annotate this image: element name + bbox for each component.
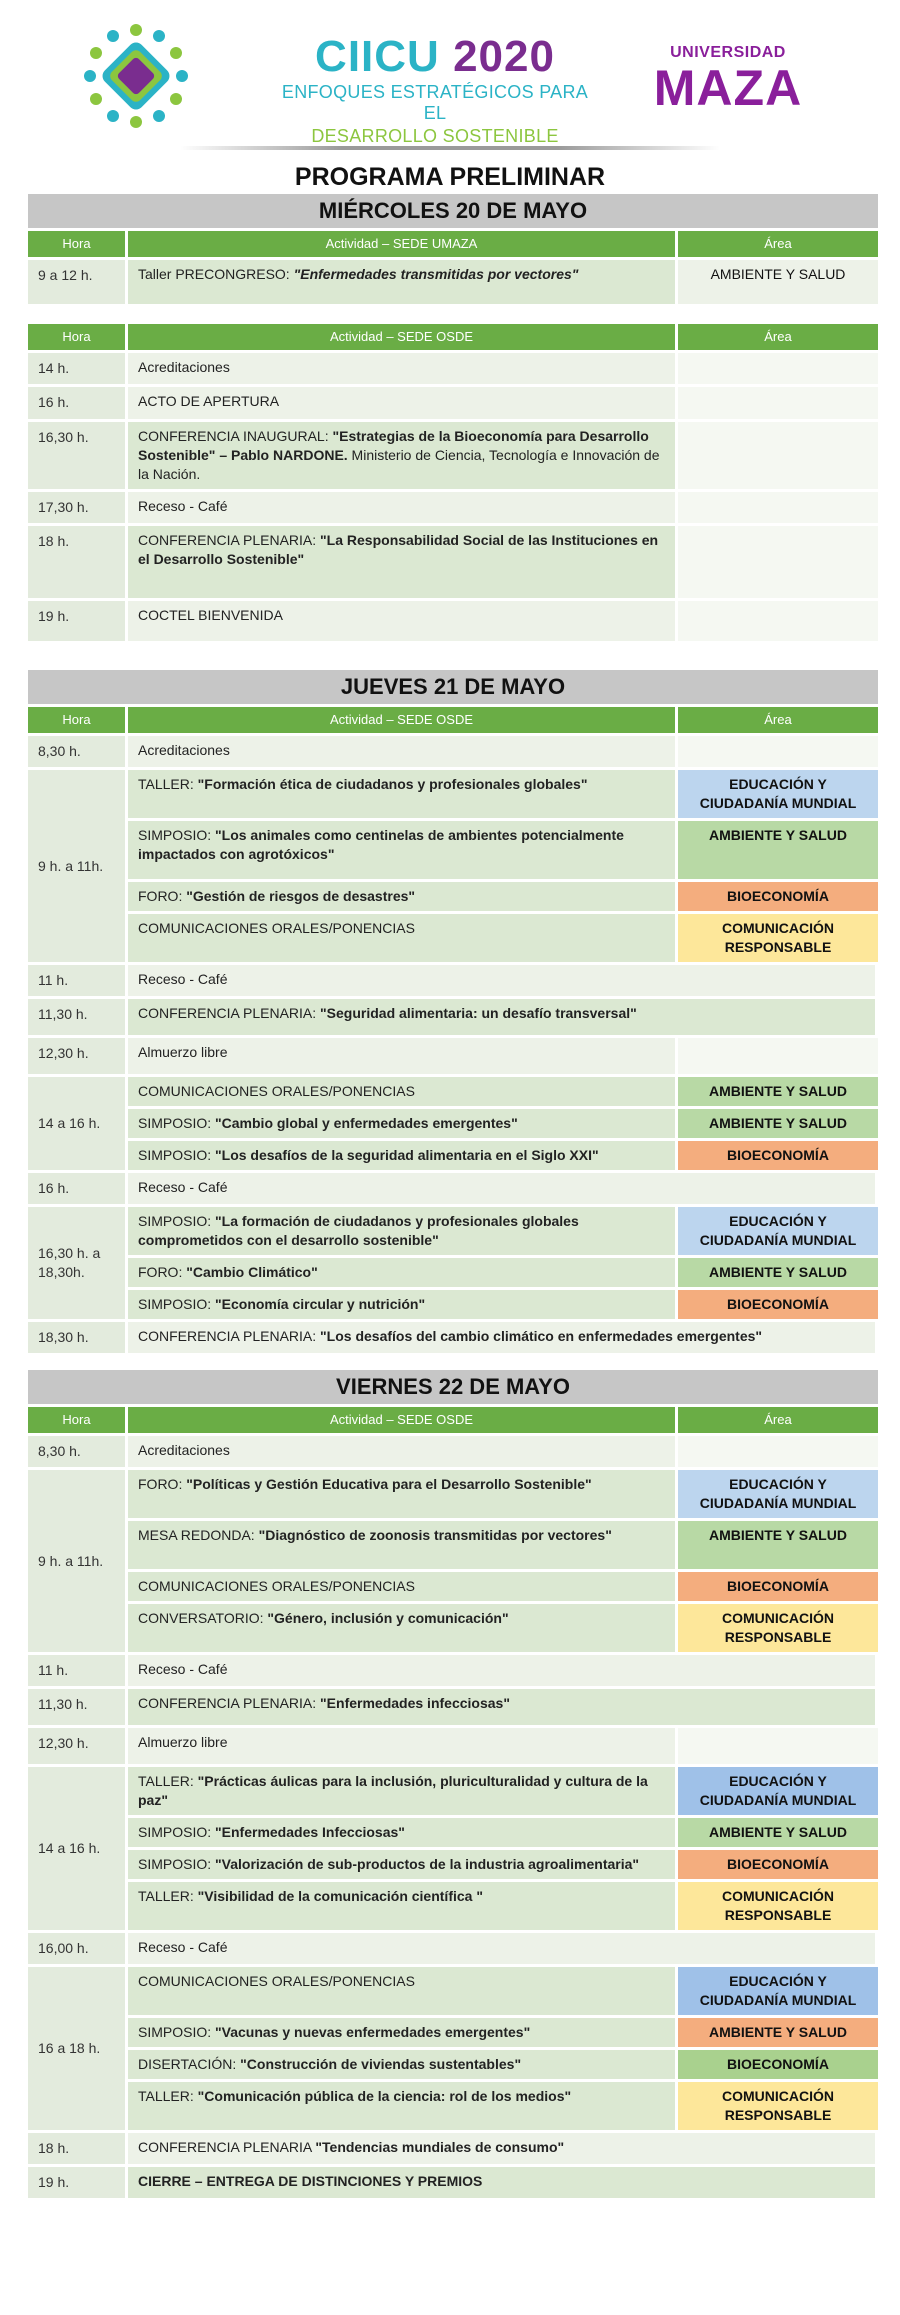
day-banner-friday: VIERNES 22 DE MAYO (28, 1370, 878, 1404)
table-row: SIMPOSIO: "Los desafíos de la seguridad alimentaria en el Siglo XXI" BIOECONOMÍA (28, 1141, 878, 1170)
area-badge: AMBIENTE Y SALUD (678, 1818, 878, 1847)
table-row: MESA REDONDA: "Diagnóstico de zoonosis transmitidas por vectores" AMBIENTE Y SALUD (28, 1521, 878, 1569)
table-header: Hora Actividad – SEDE UMAZA Área (28, 231, 878, 257)
table-row: 9 h. a 11h. FORO: "Políticas y Gestión Educativa para el Desarrollo Sostenible" EDUCACIÓN Y CIUDADANÍA MUNDIAL (28, 1470, 878, 1518)
table-row: 11 h. Receso - Café (28, 965, 878, 996)
area-badge: EDUCACIÓN Y CIUDADANÍA MUNDIAL (678, 1967, 878, 2015)
area-cell: AMBIENTE Y SALUD (678, 260, 878, 304)
table-row: SIMPOSIO: "Economía circular y nutrición" BIOECONOMÍA (28, 1290, 878, 1319)
table-row: SIMPOSIO: "Enfermedades Infecciosas" AMBIENTE Y SALUD (28, 1818, 878, 1847)
table-row: 12,30 h. Almuerzo libre (28, 1038, 878, 1074)
area-badge: COMUNICACIÓN RESPONSABLE (678, 2082, 878, 2130)
table-row: 14 h. Acreditaciones (28, 353, 878, 384)
university-logo: UNIVERSIDAD MAZA (653, 44, 803, 116)
table-row: 8,30 h. Acreditaciones (28, 736, 878, 767)
table-row: 19 h. CIERRE – ENTREGA DE DISTINCIONES Y PREMIOS (28, 2167, 878, 2198)
area-badge: AMBIENTE Y SALUD (678, 1521, 878, 1569)
table-row: 11,30 h. CONFERENCIA PLENARIA: "Seguridad alimentaria: un desafío transversal" (28, 999, 878, 1035)
table-row: 18 h. CONFERENCIA PLENARIA "Tendencias mundiales de consumo" (28, 2133, 878, 2164)
table-row: TALLER: "Comunicación pública de la ciencia: rol de los medios" COMUNICACIÓN RESPONSABLE (28, 2082, 878, 2130)
table-row: 11,30 h. CONFERENCIA PLENARIA: "Enfermedades infecciosas" (28, 1689, 878, 1725)
table-row: TALLER: "Visibilidad de la comunicación científica " COMUNICACIÓN RESPONSABLE (28, 1882, 878, 1930)
table-row: 9 a 12 h. Taller PRECONGRESO: "Enfermedades transmitidas por vectores" AMBIENTE Y SALUD (28, 260, 878, 304)
table-row: 19 h. COCTEL BIENVENIDA (28, 601, 878, 641)
ciicu-flower-logo-icon (82, 22, 190, 130)
area-badge: EDUCACIÓN Y CIUDADANÍA MUNDIAL (678, 1470, 878, 1518)
area-badge: COMUNICACIÓN RESPONSABLE (678, 914, 878, 962)
area-badge: EDUCACIÓN Y CIUDADANÍA MUNDIAL (678, 1767, 878, 1815)
area-badge: COMUNICACIÓN RESPONSABLE (678, 1604, 878, 1652)
area-badge: AMBIENTE Y SALUD (678, 2018, 878, 2047)
table-header: Hora Actividad – SEDE OSDE Área (28, 1407, 878, 1433)
day-banner-wednesday: MIÉRCOLES 20 DE MAYO (28, 194, 878, 228)
table-row: 11 h. Receso - Café (28, 1655, 878, 1686)
area-badge: AMBIENTE Y SALUD (678, 1109, 878, 1138)
table-row: COMUNICACIONES ORALES/PONENCIAS COMUNICACIÓN RESPONSABLE (28, 914, 878, 962)
table-row: 17,30 h. Receso - Café (28, 492, 878, 523)
area-badge: EDUCACIÓN Y CIUDADANÍA MUNDIAL (678, 1207, 878, 1255)
area-badge: BIOECONOMÍA (678, 1141, 878, 1170)
table-row: 9 h. a 11h. TALLER: "Formación ética de ciudadanos y profesionales globales" EDUCACIÓN Y CIUDADANÍA MUNDIAL (28, 770, 878, 818)
table-row: 18 h. CONFERENCIA PLENARIA: "La Responsabilidad Social de las Instituciones en el Desarrollo Sostenible" (28, 526, 878, 598)
area-badge: AMBIENTE Y SALUD (678, 1077, 878, 1106)
page-title: PROGRAMA PRELIMINAR (294, 163, 606, 191)
schedule-table-wed-umaza (28, 228, 878, 307)
day-banner-thursday: JUEVES 21 DE MAYO (28, 670, 878, 704)
event-subtitle-1: ENFOQUES ESTRATÉGICOS PARA EL (281, 82, 589, 123)
table-row: 16 a 18 h. COMUNICACIONES ORALES/PONENCIAS EDUCACIÓN Y CIUDADANÍA MUNDIAL (28, 1967, 878, 2015)
event-title-block (270, 34, 600, 147)
table-header: Hora Actividad – SEDE OSDE Área (28, 707, 878, 733)
event-subtitle-2: DESARROLLO SOSTENIBLE (311, 126, 559, 146)
table-row: 14 a 16 h. COMUNICACIONES ORALES/PONENCIAS AMBIENTE Y SALUD (28, 1077, 878, 1106)
table-row: 14 a 16 h. TALLER: "Prácticas áulicas para la inclusión, pluriculturalidad y cultura de la paz" EDUCACIÓN Y CIUDADANÍA MUNDIAL (28, 1767, 878, 1815)
table-row: SIMPOSIO: "Cambio global y enfermedades emergentes" AMBIENTE Y SALUD (28, 1109, 878, 1138)
table-row: 16,30 h. CONFERENCIA INAUGURAL: "Estrategias de la Bioeconomía para Desarrollo Sostenible" – Pablo NARDONE. Ministerio de Ciencia, Tecnología e Innovación de la Nación. (28, 422, 878, 489)
table-row: 16,30 h. a 18,30h. SIMPOSIO: "La formación de ciudadanos y profesionales globales comprometidos con el desarrollo sostenible" EDUCACIÓN Y CIUDADANÍA MUNDIAL (28, 1207, 878, 1255)
area-badge: COMUNICACIÓN RESPONSABLE (678, 1882, 878, 1930)
area-badge: BIOECONOMÍA (678, 1290, 878, 1319)
area-badge: EDUCACIÓN Y CIUDADANÍA MUNDIAL (678, 770, 878, 818)
table-row: DISERTACIÓN: "Construcción de viviendas sustentables" BIOECONOMÍA (28, 2050, 878, 2079)
table-row: SIMPOSIO: "Valorización de sub-productos de la industria agroalimentaria" BIOECONOMÍA (28, 1850, 878, 1879)
area-badge: AMBIENTE Y SALUD (678, 1258, 878, 1287)
table-row: SIMPOSIO: "Los animales como centinelas de ambientes potencialmente impactados con agrotóxicos" AMBIENTE Y SALUD (28, 821, 878, 879)
schedule-table-friday (28, 1404, 878, 2201)
table-row: 16,00 h. Receso - Café (28, 1933, 878, 1964)
table-row: 16 h. ACTO DE APERTURA (28, 387, 878, 419)
table-row: 12,30 h. Almuerzo libre (28, 1728, 878, 1764)
area-badge: BIOECONOMÍA (678, 2050, 878, 2079)
table-row: SIMPOSIO: "Vacunas y nuevas enfermedades emergentes" AMBIENTE Y SALUD (28, 2018, 878, 2047)
area-badge: BIOECONOMÍA (678, 882, 878, 911)
header-divider (180, 146, 720, 150)
schedule-table-wed-osde (28, 321, 878, 644)
event-title: CIICU 2020 (315, 32, 555, 81)
table-row: COMUNICACIONES ORALES/PONENCIAS BIOECONOMÍA (28, 1572, 878, 1601)
table-row: 18,30 h. CONFERENCIA PLENARIA: "Los desafíos del cambio climático en enfermedades emergentes" (28, 1322, 878, 1353)
table-row: 16 h. Receso - Café (28, 1173, 878, 1204)
schedule-table-thursday (28, 704, 878, 1356)
table-row: FORO: "Gestión de riesgos de desastres" BIOECONOMÍA (28, 882, 878, 911)
table-header: Hora Actividad – SEDE OSDE Área (28, 324, 878, 350)
table-row: FORO: "Cambio Climático" AMBIENTE Y SALUD (28, 1258, 878, 1287)
table-row: CONVERSATORIO: "Género, inclusión y comunicación" COMUNICACIÓN RESPONSABLE (28, 1604, 878, 1652)
table-row: 8,30 h. Acreditaciones (28, 1436, 878, 1467)
area-badge: BIOECONOMÍA (678, 1850, 878, 1879)
area-badge: AMBIENTE Y SALUD (678, 821, 878, 879)
header (0, 0, 900, 150)
area-badge: BIOECONOMÍA (678, 1572, 878, 1601)
